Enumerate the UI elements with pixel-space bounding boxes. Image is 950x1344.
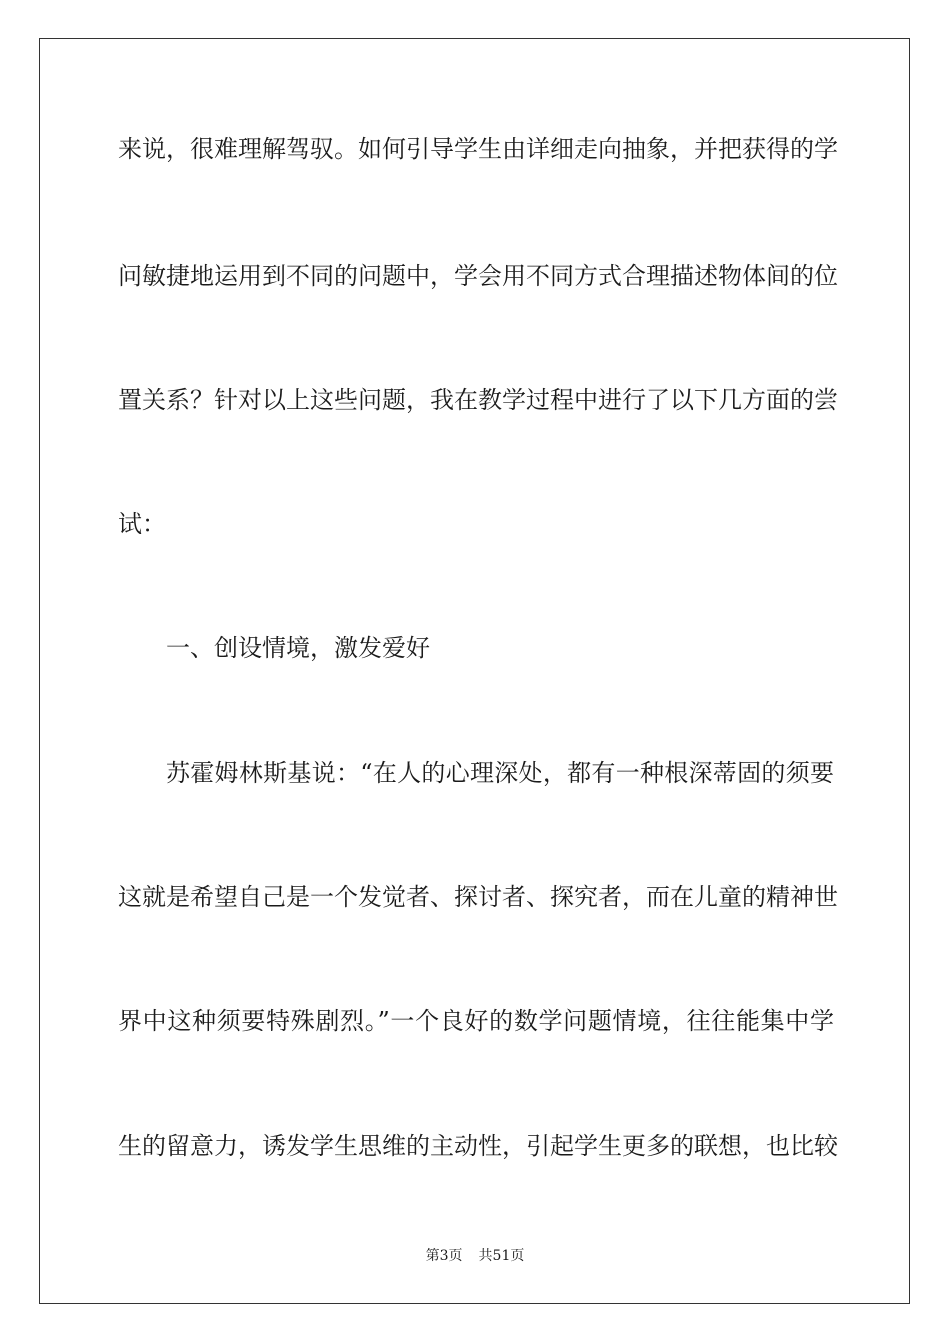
paragraph-line-6: 苏霍姆林斯基说：“在人的心理深处，都有一种根深蒂固的须要 (166, 759, 834, 787)
paragraph-line-2: 问敏捷地运用到不同的问题中，学会用不同方式合理描述物体间的位 (118, 262, 838, 290)
paragraph-line-3: 置关系？针对以上这些问题，我在教学过程中进行了以下几方面的尝 (118, 386, 838, 414)
section-heading: 一、创设情境，激发爱好 (166, 634, 430, 662)
paragraph-line-4: 试： (118, 510, 166, 538)
page-number-current: 第3页 (425, 1248, 463, 1264)
page-number-total: 共51页 (478, 1248, 525, 1264)
paragraph-line-9: 生的留意力，诱发学生思维的主动性，引起学生更多的联想，也比较 (118, 1132, 838, 1160)
paragraph-line-7: 这就是希望自己是一个发觉者、探讨者、探究者，而在儿童的精神世 (118, 883, 838, 911)
paragraph-line-8: 界中这种须要特殊剧烈。”一个良好的数学问题情境，往往能集中学 (118, 1007, 834, 1035)
paragraph-line-1: 来说，很难理解驾驭。如何引导学生由详细走向抽象，并把获得的学 (118, 135, 838, 163)
page-border (39, 38, 910, 1304)
page-footer (0, 1246, 950, 1266)
